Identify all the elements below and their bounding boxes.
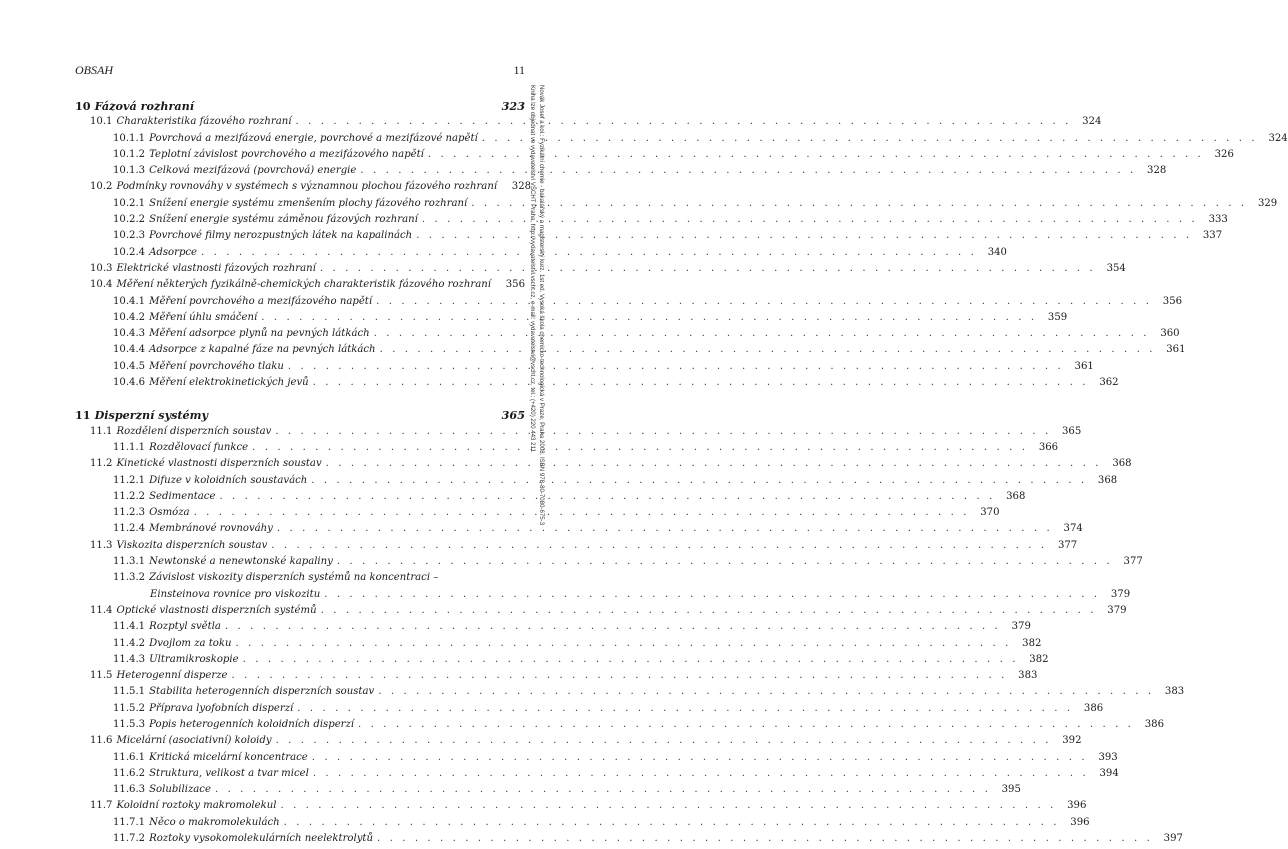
toc-entry-number: 10.4.4	[113, 344, 146, 356]
toc-entry-title: Něco o makromolekulách	[149, 816, 280, 828]
toc-entry-number: 11.5.1	[113, 686, 146, 698]
toc-entry[interactable]	[75, 733, 1082, 749]
toc-dot-leader: . . . . . . . . . . . . . . . . . . . . . . . . . . . . . . . . . . . . . . . . . . . . . . . . . . . . . . . . . . . . . .	[421, 214, 1198, 226]
toc-entry-number: 11.5	[90, 670, 113, 682]
toc-entry-title: Měření adsorpce plynů na pevných látkách	[149, 328, 370, 340]
toc-entry-number: 10.1.1	[113, 132, 146, 144]
toc-entry-number: 10.4	[90, 279, 113, 291]
toc-dot-leader: . . . . . . . . . . . . . . . . . . . . . . . . . . . . . . . . . . . . . . . . . . . . . . . . . . . . . . . . . . . . . .	[283, 816, 1060, 828]
toc-entry-page: 362	[1099, 377, 1119, 389]
toc-dot-leader: . . . . . . . . . . . . . . . . . . . . . . . . . . . . . . . . . . . . . . . . . . . . . . . . . . . . . . . . . . . . . .	[373, 328, 1150, 340]
toc-entry-page: 377	[1123, 556, 1143, 568]
toc-entry-number: 11.6.3	[113, 784, 146, 796]
toc-entry-title: Adsorpce	[149, 246, 198, 258]
toc-entry-page: 361	[1166, 344, 1186, 356]
toc-entry[interactable]	[75, 505, 1000, 521]
toc-dot-leader: . . . . . . . . . . . . . . . . . . . . . . . . . . . . . . . . . . . . . . . . . . . . . . . . . . . . . . . . . . . . . .	[295, 116, 1072, 128]
toc-entry-page: 354	[1106, 262, 1126, 274]
toc-entry-page: 368	[1112, 458, 1132, 470]
toc-entry-page: 323	[501, 99, 525, 113]
toc-entry-page: 366	[1038, 441, 1059, 453]
toc-entry[interactable]	[75, 815, 1090, 831]
toc-entry-number: 10.2.4	[113, 246, 146, 258]
toc-dot-leader: . . . . . . . . . . . . . . . . . . . . . . . . . . . . . . . . . . . . . . . . . . . . . . . . . . . . . . . . . . . . . .	[235, 637, 1012, 649]
toc-entry[interactable]	[75, 636, 1042, 652]
toc-entry[interactable]	[75, 668, 1038, 684]
toc-entry-page: 386	[1144, 718, 1164, 730]
toc-entry[interactable]	[75, 521, 1083, 537]
toc-entry[interactable]	[75, 782, 1021, 798]
toc-entry-title: Adsorpce z kapalné fáze na pevných látkách	[149, 344, 376, 356]
toc-entry-number: 11.7.2	[113, 833, 146, 845]
toc-entry[interactable]	[75, 310, 1068, 326]
toc-entry[interactable]	[75, 163, 1167, 179]
toc-dot-leader: . . . . . . . . . . . . . . . . . . . . . . . . . . . . . . . . . . . . . . . . . . . . . . . . . . . . . . . . . . . . . .	[379, 344, 1156, 356]
toc-entry[interactable]	[75, 684, 1185, 700]
toc-entry[interactable]	[75, 798, 1087, 814]
toc-entry-number: 11.1	[90, 425, 113, 437]
toc-entry-number: 11.4.1	[113, 621, 146, 633]
toc-entry-number: 11.7.1	[113, 816, 146, 828]
toc-entry-title: Snížení energie systému zmenšením plochy fázového rozhraní	[149, 197, 468, 209]
toc-entry[interactable]	[75, 538, 1078, 554]
toc-entry[interactable]	[75, 342, 1186, 358]
toc-entry-page: 395	[1001, 784, 1021, 796]
toc-entry-number: 11.3	[90, 539, 113, 551]
toc-entry-number: 11	[75, 408, 91, 423]
toc-dot-leader: . . . . . . . . . . . . . . . . . . . . . . . . . . . . . . . . . . . . . . . . . . . . . . . . . . . . . . . . . . . . . .	[193, 507, 970, 519]
toc-entry-title: Povrchová a mezifázová energie, povrchové a mezifázové napětí	[149, 132, 478, 144]
toc-entry-page: 393	[1098, 751, 1118, 763]
toc-entry[interactable]	[75, 750, 1118, 766]
toc-entry-title: Disperzní systémy	[94, 408, 209, 423]
toc-entry-title: Micelární (asociativní) koloidy	[116, 735, 272, 747]
toc-entry-title: Koloidní roztoky makromolekul	[116, 800, 277, 812]
toc-dot-leader: . . . . . . . . . . . . . . . . . . . . . . . . . . . . . . . . . . . . . . . . . . . . . . . . . . . . . . . . . . . . . .	[325, 458, 1102, 470]
toc-entry-page: 382	[1029, 653, 1049, 665]
toc-dot-leader: . . . . . . . . . . . . . . . . . . . . . . . . . . . . . . . . . . . . . . . . . . . . . . . . . . . . . . . . . . . . . .	[324, 588, 1101, 600]
toc-entry[interactable]	[75, 196, 1278, 212]
toc-entry-title: Membránové rovnováhy	[149, 523, 273, 535]
toc-entry-title: Optické vlastnosti disperzních systémů	[116, 604, 317, 616]
toc-entry-number: 11.2	[90, 458, 113, 470]
toc-dot-leader: . . . . . . . . . . . . . . . . . . . . . . . . . . . . . . . . . . . . . . . . . . . . . . . . . . . . . . . . . . . . . .	[427, 148, 1204, 160]
toc-entry-number: 10.2	[90, 181, 113, 193]
toc-dot-leader: . . . . . . . . . . . . . . . . . . . . . . . . . . . . . . . . . . . . . . . . . . . . . . . . . . . . . . . . . . . . . .	[276, 523, 1053, 535]
toc-entry-page: 374	[1063, 523, 1083, 535]
toc-entry-page: 365	[501, 408, 525, 423]
toc-entry[interactable]	[75, 245, 1007, 261]
toc-entry-page: 333	[1208, 214, 1228, 226]
toc-entry-title: Rozdělení disperzních soustav	[116, 425, 272, 437]
toc-entry[interactable]	[75, 619, 1031, 635]
toc-dot-leader: . . . . . . . . . . . . . . . . . . . . . . . . . . . . . . . . . . . . . . . . . . . . . . . . . . . . . . . . . . . . . .	[275, 425, 1052, 437]
toc-entry-page: 337	[1202, 230, 1223, 242]
toc-entry-title: Struktura, velikost a tvar micel	[149, 767, 309, 779]
toc-entry-page: 386	[1083, 702, 1104, 714]
toc-entry-title: Einsteinova rovnice pro viskozitu	[150, 588, 321, 600]
toc-entry[interactable]	[75, 489, 1026, 505]
toc-dot-leader: . . . . . . . . . . . . . . . . . . . . . . . . . . . . . . . . . . . . . . . . . . . . . . . . . . . . . . . . . . . . . .	[311, 474, 1088, 486]
toc-entry-title: Newtonské a nenewtonské kapaliny	[149, 556, 333, 568]
toc-entry-page: 379	[1011, 621, 1031, 633]
toc-entry-number: 10.2.1	[113, 197, 146, 209]
toc-entry-title: Popis heterogenních koloidních disperzí	[149, 718, 355, 730]
toc-entry-number: 11.2.3	[113, 507, 146, 519]
toc-dot-leader: . . . . . . . . . . . . . . . . . . . . . . . . . . . . . . . . . . . . . . . . . . . . . . . . . . . . . . . . . . . . . .	[376, 295, 1153, 307]
toc-entry-page: 377	[1057, 539, 1078, 551]
toc-entry-title: Solubilizace	[149, 784, 211, 796]
side-copyright-note	[528, 85, 546, 705]
toc-dot-leader: . . . . . . . . . . . . . . . . . . . . . . . . . . . . . . . . . . . . . . . . . . . . . . . . . . . . . . . . . . . . . .	[311, 751, 1088, 763]
toc-entry-number: 11.1.1	[113, 441, 146, 453]
toc-dot-leader: . . . . . . . . . . . . . . . . . . . . . . . . . . . . . . . . . . . . . . . . . . . . . . . . . . . . . . . . . . . . . .	[481, 132, 1258, 144]
toc-entry[interactable]	[75, 277, 525, 293]
toc-dot-leader: . . . . . . . . . . . . . . . . . . . . . . . . . . . . . . . . . . . . . . . . . . . . . . . . . . . . . . . . . . . . . .	[416, 230, 1193, 242]
running-header	[75, 63, 525, 78]
toc-entry[interactable]	[75, 131, 1288, 147]
toc-entry-page: 326	[1214, 148, 1234, 160]
toc-entry-title: Elektrické vlastnosti fázových rozhraní	[116, 262, 316, 274]
toc-entry-number: 11.4.2	[113, 637, 146, 649]
toc-dot-leader: . . . . . . . . . . . . . . . . . . . . . . . . . . . . . . . . . . . . . . . . . . . . . . . . . . . . . . . . . . . . . .	[275, 735, 1052, 747]
toc-entry-title: Podmínky rovnováhy v systémech s významnou plochou fázového rozhraní	[116, 181, 498, 193]
toc-entry-page: 328	[1147, 165, 1167, 177]
toc-entry-page: 394	[1099, 767, 1119, 779]
toc-entry-number: 11.6.2	[113, 767, 146, 779]
toc-chapter-entry[interactable]	[75, 407, 525, 423]
toc-entry-title: Teplotní závislost povrchového a mezifázového napětí	[149, 148, 424, 160]
toc-entry-title: Měření elektrokinetických jevů	[149, 377, 309, 389]
toc-entry[interactable]	[75, 179, 532, 195]
toc-dot-leader: . . . . . . . . . . . . . . . . . . . . . . . . . . . . . . . . . . . . . . . . . . . . . . . . . . . . . . . . . . . . . .	[376, 833, 1153, 845]
toc-entry-number: 10.4.1	[113, 295, 146, 307]
toc-entry-number: 10.4.6	[113, 377, 146, 389]
toc-dot-leader: . . . . . . . . . . . . . . . . . . . . . . . . . . . . . . . . . . . . . . . . . . . . . . . . . . . . . . . . . . . . . .	[271, 539, 1048, 551]
toc-entry-number: 11.6.1	[113, 751, 146, 763]
toc-entry-title: Závislost viskozity disperzních systémů na koncentraci –	[149, 572, 439, 584]
toc-entry-number: 11.6	[90, 735, 113, 747]
toc-entry-number: 11.2.4	[113, 523, 146, 535]
side-note-line-1: Novák Josef a kol.: Fyzikální chemie - bakalářský a magisterský kurz. 1st ed. Vysoká škola chemicko-technologická v Praze, Praha 2008. ISBN 978-80-7080-675-3	[538, 85, 545, 526]
toc-entry-number: 11.3.1	[113, 556, 146, 568]
toc-dot-leader: . . . . . . . . . . . . . . . . . . . . . . . . . . . . . . . . . . . . . . . . . . . . . . . . . . . . . . . . . . . . . .	[358, 718, 1134, 730]
toc-dot-leader: . . . . . . . . . . . . . . . . . . . . . . . . . . . . . . . . . . . . . . . . . . . . . . . . . . . . . . . . . . . . . .	[224, 621, 1001, 633]
toc-dot-leader: . . . . . . . . . . . . . . . . . . . . . . . . . . . . . . . . . . . . . . . . . . . . . . . . . . . . . . . . . . . . . .	[336, 556, 1113, 568]
toc-entry-page: 329	[1257, 197, 1278, 209]
toc-entry-page: 340	[987, 246, 1007, 258]
toc-entry-number: 11.5.3	[113, 718, 146, 730]
toc-entry-number: 11.7	[90, 800, 113, 812]
toc-entry-title: Difuze v koloidních soustavách	[149, 474, 308, 486]
side-note-line-2: Kniha lze objednat ve vydavatelství VŠCHT Praha, http://vydavatelstvi.vscht.cz, e-mail: vydavatelstvi@vscht.cz, tel.: (+420) 220 443 211	[529, 85, 536, 452]
toc-entry-number: 11.5.2	[113, 702, 146, 714]
toc-entry-title: Snížení energie systému záměnou fázových rozhraní	[149, 214, 418, 226]
toc-entry-title: Heterogenní disperze	[116, 670, 228, 682]
toc-entry-number: 11.4	[90, 604, 113, 616]
toc-entry-page: 324	[1268, 132, 1288, 144]
toc-entry-number: 10.1.2	[113, 148, 146, 160]
toc-entry-title: Osmóza	[149, 507, 190, 519]
toc-entry-number: 10.1	[90, 116, 113, 128]
toc-entry[interactable]	[75, 570, 525, 586]
toc-entry-title: Rozptyl světla	[149, 621, 221, 633]
toc-entry-number: 10.2.3	[113, 230, 146, 242]
toc-entry-title: Povrchové filmy nerozpustných látek na kapalinách	[149, 230, 413, 242]
toc-dot-leader: . . . . . . . . . . . . . . . . . . . . . . . . . . . . . . . . . . . . . . . . . . . . . . . . . . . . . . . . . . . . . .	[312, 377, 1089, 389]
toc-dot-leader: . . . . . . . . . . . . . . . . . . . . . . . . . . . . . . . . . . . . . . . . . . . . . . . . . . . . . . . . . . . . . .	[219, 490, 996, 502]
toc-entry-page: 328	[511, 181, 532, 193]
toc-dot-leader: . . . . . . . . . . . . . . . . . . . . . . . . . . . . . . . . . . . . . . . . . . . . . . . . . . . . . . . . . . . . . .	[287, 360, 1064, 372]
toc-entry-title: Příprava lyofobních disperzí	[149, 702, 294, 714]
toc-entry-title: Sedimentace	[149, 490, 216, 502]
toc-entry[interactable]	[75, 456, 1132, 472]
toc-entry-number: 11.2.2	[113, 490, 146, 502]
toc-entry-title: Rozdělovací funkce	[149, 441, 249, 453]
toc-entry[interactable]	[75, 766, 1119, 782]
toc-entry-page: 397	[1163, 833, 1183, 845]
toc-entry-page: 379	[1107, 604, 1127, 616]
toc-entry[interactable]	[75, 603, 1127, 619]
toc-entry-title: Celková mezifázová (povrchová) energie	[149, 165, 357, 177]
toc-dot-leader: . . . . . . . . . . . . . . . . . . . . . . . . . . . . . . . . . . . . . . . . . . . . . . . . . . . . . . . . . . . . . .	[312, 767, 1089, 779]
page-number: 11	[513, 63, 525, 77]
toc-entry-page: 370	[980, 507, 1000, 519]
toc-entry-title: Dvojlom za toku	[149, 637, 232, 649]
toc-entry-page: 360	[1160, 328, 1180, 340]
toc-entry-page: 365	[1061, 425, 1082, 437]
toc-dot-leader: . . . . . . . . . . . . . . . . . . . . . . . . . . . . . . . . . . . . . . . . . . . . . . . . . . . . . . . . . . . . . .	[297, 702, 1074, 714]
toc-entry-page: 356	[505, 279, 525, 291]
toc-dot-leader: . . . . . . . . . . . . . . . . . . . . . . . . . . . . . . . . . . . . . . . . . . . . . . . . . . . . . . . . . . . . . .	[360, 165, 1137, 177]
toc-entry-number: 10.2.2	[113, 214, 146, 226]
toc-entry-title: Kinetické vlastnosti disperzních soustav	[116, 458, 322, 470]
toc-entry-page: 396	[1070, 816, 1090, 828]
toc-dot-leader: . . . . . . . . . . . . . . . . . . . . . . . . . . . . . . . . . . . . . . . . . . . . . . . . . . . . . . . . . . . . . .	[214, 784, 991, 796]
toc-entry-number: 10.3	[90, 262, 113, 274]
running-header-title: OBSAH	[75, 63, 113, 77]
toc-entry[interactable]	[75, 440, 1059, 456]
toc-entry-number: 10.4.5	[113, 360, 146, 372]
toc-spacer	[75, 391, 525, 407]
toc-entry[interactable]	[75, 473, 1118, 489]
toc-entry[interactable]	[75, 831, 1183, 847]
toc-entry[interactable]	[75, 294, 1183, 310]
toc-entry[interactable]	[75, 652, 1049, 668]
toc-entry-page: 324	[1082, 116, 1102, 128]
toc-dot-leader: . . . . . . . . . . . . . . . . . . . . . . . . . . . . . . . . . . . . . . . . . . . . . . . . . . . . . . . . . . . . . .	[231, 670, 1008, 682]
toc-entry-title: Viskozita disperzních soustav	[116, 539, 268, 551]
toc-dot-leader: . . . . . . . . . . . . . . . . . . . . . . . . . . . . . . . . . . . . . . . . . . . . . . . . . . . . . . . . . . . . . .	[261, 311, 1038, 323]
toc-dot-leader: . . . . . . . . . . . . . . . . . . . . . . . . . . . . . . . . . . . . . . . . . . . . . . . . . . . . . . . . . . . . . .	[201, 246, 977, 258]
toc-dot-leader: . . . . . . . . . . . . . . . . . . . . . . . . . . . . . . . . . . . . . . . . . . . . . . . . . . . . . . . . . . . . . .	[378, 686, 1155, 698]
toc-entry-title: Stabilita heterogenních disperzních soustav	[149, 686, 375, 698]
toc-entry-number: 10.1.3	[113, 165, 146, 177]
toc-entry[interactable]	[75, 326, 1180, 342]
toc-dot-leader: . . . . . . . . . . . . . . . . . . . . . . . . . . . . . . . . . . . . . . . . . . . . . . . . . . . . . . . . . . . . . .	[319, 262, 1096, 274]
toc-entry[interactable]	[75, 375, 1119, 391]
toc-chapter-entry[interactable]	[75, 98, 525, 114]
toc-entry-page: 383	[1018, 670, 1038, 682]
toc-dot-leader: . . . . . . . . . . . . . . . . . . . . . . . . . . . . . . . . . . . . . . . . . . . . . . . . . . . . . . . . . . . . . .	[280, 800, 1057, 812]
toc-entry-title: Měření povrchového a mezifázového napětí	[149, 295, 373, 307]
toc-entry[interactable]	[75, 212, 1228, 228]
toc-entry-page: 396	[1067, 800, 1087, 812]
toc-entry[interactable]	[75, 717, 1164, 733]
toc-dot-leader: . . . . . . . . . . . . . . . . . . . . . . . . . . . . . . . . . . . . . . . . . . . . . . . . . . . . . . . . . . . . . .	[471, 197, 1248, 209]
toc-entry-title: Ultramikroskopie	[149, 653, 239, 665]
toc-entry[interactable]	[75, 701, 1104, 717]
toc-entry[interactable]	[75, 228, 1223, 244]
toc-entry-number: 11.4.3	[113, 653, 146, 665]
toc-entry-page: 368	[1097, 474, 1118, 486]
toc-entry[interactable]	[75, 261, 1126, 277]
toc-entry[interactable]	[75, 147, 1234, 163]
toc-entry-title: Roztoky vysokomolekulárních neelektrolytů	[149, 833, 373, 845]
toc-entry-page: 382	[1022, 637, 1042, 649]
toc-entry-title: Měření některých fyzikálně-chemických charakteristik fázového rozhraní	[116, 279, 491, 291]
toc-entry[interactable]	[75, 587, 1131, 603]
toc-entry-page: 359	[1047, 311, 1068, 323]
toc-entry[interactable]	[75, 114, 1102, 130]
toc-entry-title: Fázová rozhraní	[94, 99, 194, 113]
toc-dot-leader: . . . . . . . . . . . . . . . . . . . . . . . . . . . . . . . . . . . . . . . . . . . . . . . . . . . . . . . . . . . . . .	[320, 604, 1097, 616]
toc-entry-number: 11.2.1	[113, 474, 146, 486]
toc-entry-title: Měření úhlu smáčení	[149, 311, 258, 323]
toc-entry-title: Kritická micelární koncentrace	[149, 751, 308, 763]
toc-entry[interactable]	[75, 424, 1082, 440]
toc-entry-page: 392	[1062, 735, 1082, 747]
toc-dot-leader: . . . . . . . . . . . . . . . . . . . . . . . . . . . . . . . . . . . . . . . . . . . . . . . . . . . . . . . . . . . . . .	[242, 653, 1019, 665]
toc-entry-number: 11.3.2	[113, 572, 146, 584]
toc-entry[interactable]	[75, 554, 1143, 570]
toc-entry-title: Charakteristika fázového rozhraní	[116, 116, 292, 128]
toc-entry-page: 383	[1164, 686, 1185, 698]
toc-entry-number: 10	[75, 99, 91, 113]
toc-entry-title: Měření povrchového tlaku	[149, 360, 284, 372]
toc-entry-number: 10.4.2	[113, 311, 146, 323]
toc-entry-number: 10.4.3	[113, 328, 146, 340]
toc-dot-leader: . . . . . . . . . . . . . . . . . . . . . . . . . . . . . . . . . . . . . . . . . . . . . . . . . . . . . . . . . . . . . .	[252, 441, 1029, 453]
toc-entry-page: 356	[1162, 295, 1183, 307]
toc-entry-page: 379	[1110, 588, 1131, 600]
toc-entry-page: 361	[1074, 360, 1094, 372]
toc-entry[interactable]	[75, 359, 1094, 375]
toc-entry-page: 368	[1006, 490, 1026, 502]
